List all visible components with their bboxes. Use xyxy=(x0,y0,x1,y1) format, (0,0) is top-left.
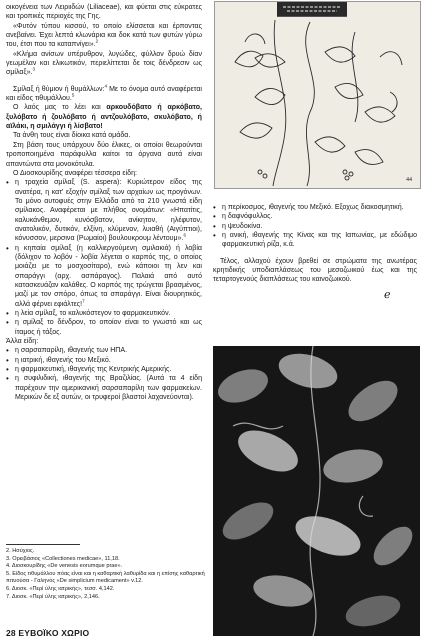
other-species-list xyxy=(6,346,202,402)
list-item: • η σαρσαπαρίλη, ιθαγενής των ΗΠΑ. xyxy=(6,346,202,355)
tendrils-paragraph: Στη βάση τους υπάρχουν δύο έλικες, οι οποίοι θεωρούνται τροποποιημένα παράφυλλα καίτοι τα όργανα αυτά είναι απαντώντα στα μονοκότυλα. xyxy=(6,141,202,168)
names-paragraph: Σμίλαξ ή θύμιον ή θυμάλλων:$^4$ Με το όνομα αυτό αναφέρεται και είδος τιθυμάλλου.$^5$ xyxy=(6,83,202,103)
list-item: • η ψευδοκίνα. xyxy=(213,222,417,231)
folk-names-paragraph: Ο λαός μας το λέει και αρκουδόβατο ή αρκόβατο, ξυλόβατο ή ζουλόβατο ή αντζουλόβατο, σκυλόβατο, ή αϊλάκι, η σμιλάγγι ή λίσβατο! xyxy=(6,104,202,131)
footnote: 6. Διοσκ. «Περί ύλης ιατρικής», τεσσ. 4,142. xyxy=(6,585,115,592)
quote-paragraph-1: «Φυτόν τύπου κισσού, το οποίο ελίσσεται και έρποντας ανεβαίνει. Έχει λεπτά κλωνάρια και δοκ κατά των φυτών γύρω του, έτσι που τα καταπνίγει».$^2$ xyxy=(6,22,202,49)
end-flourish: ℯ xyxy=(384,288,391,301)
smilax-photo xyxy=(213,346,420,636)
footnote-ref: 7 xyxy=(82,298,85,304)
footnotes xyxy=(6,548,206,601)
leaves-photo xyxy=(213,346,420,636)
dioscorides-paragraph: Ο Διοσκουρίδης αναφέρει τέσσερα είδη: xyxy=(13,169,137,177)
other-species-heading: Άλλα είδη: xyxy=(6,338,39,346)
footnote-ref: 5 xyxy=(71,92,75,98)
list-item: • η τραχεία σμίλαξ (S. aspera): Κυριώτερον είδος της ανατέρα, η κατ' εξοχήν σμίλαξ των αρχαίων ως προγόνων. Το μόνο αυτοφυές στην Ελλάδα από τα 210 γνωστά είδη σμίλακος. Αναφέρεται με πλήθος ονομάτων: «Ηπατίτις, καλυκάνθεμον, κυνόσβατον, ανίκητον, ηλέφυτον, ανατολικόν, δυτικόν, ελξίνη, κλύμενον, λυιαθή (Αιγύπτιοι), κόνυσσον, μερσινα (Ρωμαίοι) βουλουκρουμ λέντουμ».$^6$ xyxy=(6,178,202,243)
closing-paragraph: Τέλος, αλλαχού έχουν βρεθεί σε στρώματα της ανωτέρας κρητιδικής υποδιαπλάσεως του μεσοζωικού έως και της τεταρτογενούς διαπλάσεως του καινοζωικού. xyxy=(213,257,417,284)
right-column xyxy=(213,203,417,285)
list-item: • η λεία σμίλαξ, το καλυκόστεγον το φαρμακευτικόν. xyxy=(6,309,202,318)
flowers-paragraph: Τα άνθη τους είναι δίοικα κατά ομάδα. xyxy=(13,132,131,140)
footnote-ref: 2 xyxy=(95,39,99,45)
footnote: 3. Ορειβάσιος «Collectiones medicae», 11,18. xyxy=(6,555,120,562)
footnote-ref: 3 xyxy=(32,67,36,73)
species-list xyxy=(6,178,202,337)
footnote-rule xyxy=(6,544,80,545)
engraving-page-number: 44 xyxy=(406,177,412,183)
smilax-drawing xyxy=(215,2,420,188)
more-species-list xyxy=(213,203,417,250)
list-item: • η σμίλαξ το δένδρον, το οποίον είναι το γνωστό και ως ίταμος ή τάξος. xyxy=(6,318,202,337)
list-item: • η κηπαία σμίλαξ (η καλλιεργούμενη σμιλακιά) ή λοβία (δόλιχον το λοβόν - λοβία λέγεται ο καρπός της, ο οποίος μοιάζει με το μοσχοσίταρο), ενώ κάποιοι τη λεν και σπαράγγι (αρχ. ασπάραγος). Παλαιά από αυτό κατασκευάζαν καλάθες. Ο καρπός της τρώγεται βρασμένος, μαζί με τον σπόρο, όπως τα σπαράγγι. Είναι διουρητικός, αλλά φέρνει εφιάλτες!$^7$ xyxy=(6,244,202,309)
folk-names-bold: αρκουδόβατο ή αρκόβατο, ξυλόβατο ή ζουλόβατο ή αντζουλόβατο, σκυλόβατο, ή αϊλάκι, η σμιλάγγι ή λίσβατο! xyxy=(6,104,202,131)
footnote: 5. Είδος τιθυμάλλου πόας είναι και η καθαρτική λαθυρίδα και η επίσης καθαρτική πιτυούσα - Γαληνός «De simplicium medicament» v.12. xyxy=(6,570,205,585)
botanical-engraving xyxy=(214,1,421,189)
footnote-ref: 6 xyxy=(183,232,186,238)
left-column xyxy=(6,3,202,402)
footnote-ref: 4 xyxy=(104,83,107,89)
list-item: • η ανική, ιθαγενής της Κίνας και της Ιαπωνίας, με εδώδιμο φαρμακευτική ρίζα, κ.ά. xyxy=(213,231,417,250)
list-item: • η ιατρική, ιθαγενής του Μεξικό. xyxy=(6,356,202,365)
page-folio: 28 ΕΥΒΟΪΚΟ ΧΩΡΙΟ xyxy=(6,628,90,638)
footnote: 2. Ησύχιος. xyxy=(6,548,35,554)
footnote: 7. Διοσκ. «Περί ύλης ιατρικής», 2,146. xyxy=(6,593,100,600)
quote-paragraph-2: «Κλήμα ανίσων υπέρυθρον, λυγώδες, φύλλον δρυώ δίαν γεωμέλαν και ελικωτικόν, περιελίττεται δε τοις δένδρεσιν ως σμίλαξ».$^3$ xyxy=(6,50,202,77)
list-item: • η φαρμακευτική, ιθαγενής της Κεντρικής Αμερικής. xyxy=(6,365,202,374)
list-item: • η δαφνόφυλλος. xyxy=(213,212,417,221)
intro-paragraph: οικογένεια των Λειριιδών (Liliaceae), και φύεται στις εύκρατες και τροπικές περιοχές της Γης. xyxy=(6,4,202,21)
list-item: • η συφιλιδική, ιθαγενής της Βραζιλίας. (Αυτά τα 4 είδη παρέχουν την αμερικανική σαρσαπαρίλη των φαρμακείων. Μερικών δε εξ αυτών, οι τρυφεροί βλαστοί λαχανεύονται). xyxy=(6,374,202,402)
list-item: • η περίκοσμος, ιθαγενής του Μεξικό. Εξοχως διακοσμητική. xyxy=(213,203,417,212)
footnote: 4. Διοσκουρίδης «De venesis eorumque prae». xyxy=(6,563,123,570)
